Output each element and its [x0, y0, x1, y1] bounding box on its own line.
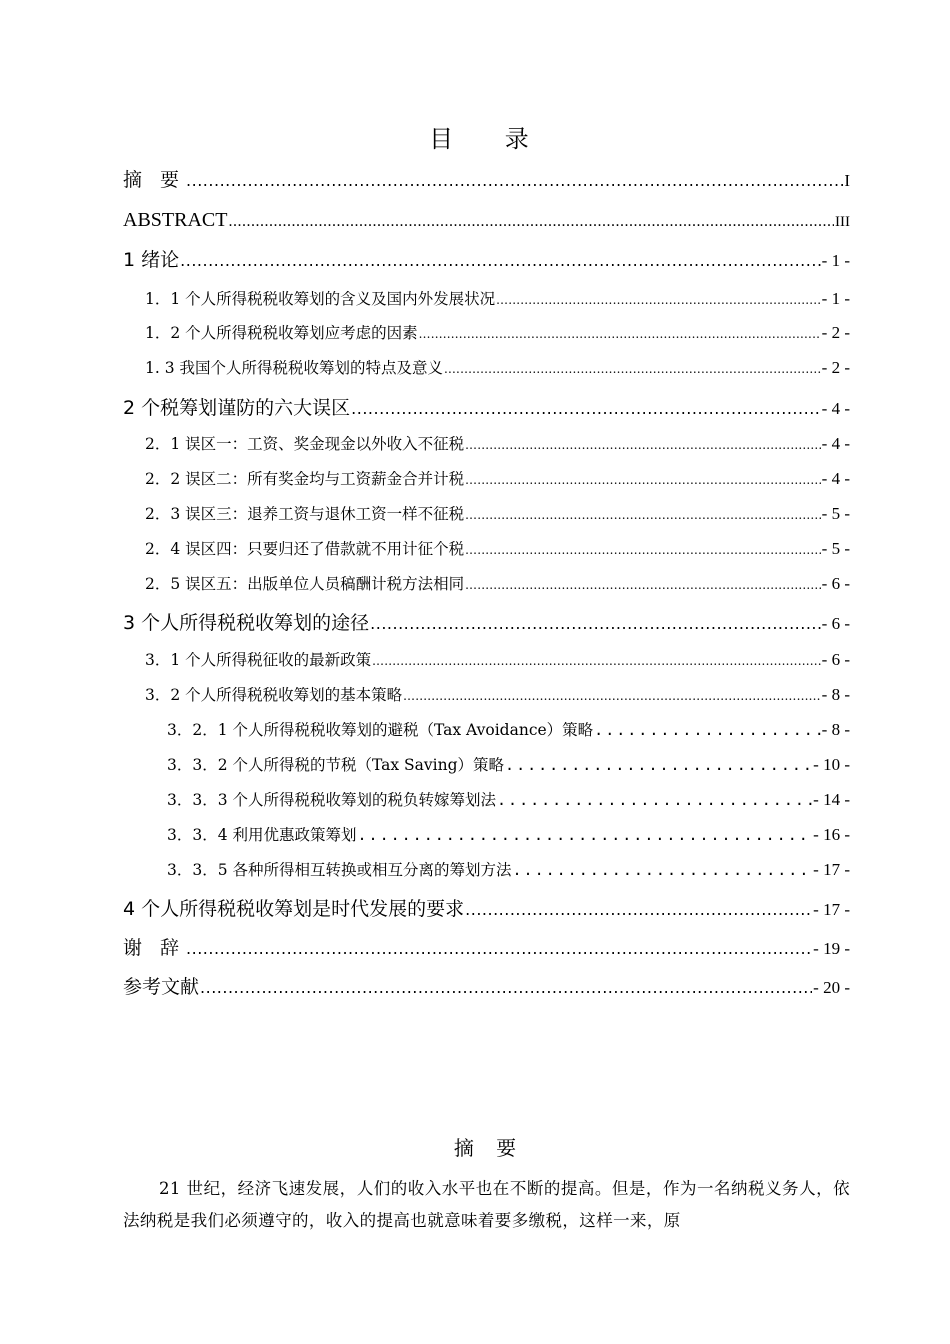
toc-entry-chapter-1[interactable]: [123, 245, 850, 275]
toc-entry-chapter-3[interactable]: [123, 608, 850, 638]
dot-leader: [465, 895, 812, 925]
dot-leader: [465, 502, 821, 528]
toc-entry-section-1-3[interactable]: [145, 355, 850, 381]
toc-entry-page: - 20 -: [813, 978, 850, 997]
toc-entry-label: ABSTRACT: [123, 209, 228, 231]
toc-entry-page: - 6 -: [821, 614, 850, 633]
toc-entry-page: - 1 -: [821, 289, 850, 308]
toc-entry-label: 4 个人所得税税收筹划是时代发展的要求: [123, 898, 465, 920]
dot-leader: [186, 934, 812, 964]
toc-entry-section-3-3-3[interactable]: [167, 787, 850, 813]
toc-entry-label: 1．1 个人所得税税收筹划的含义及国内外发展状况: [145, 290, 496, 308]
toc-entry-label: 参考文献: [123, 976, 200, 998]
toc-entry-section-2-2[interactable]: [145, 466, 850, 492]
dot-leader: [351, 394, 821, 424]
toc-entry-section-1-2[interactable]: [145, 320, 850, 346]
dot-leader: [370, 609, 821, 639]
dot-leader: [465, 432, 821, 458]
dot-leader: [228, 207, 834, 237]
toc-entry-label: 3．3．4 利用优惠政策筹划: [167, 826, 357, 844]
toc-entry-label: 1 绪论: [123, 249, 180, 271]
toc-entry-page: - 4 -: [821, 399, 850, 418]
toc-entry-label: 1. 3 我国个人所得税税收筹划的特点及意义: [145, 359, 444, 377]
abstract-paragraph: 21 世纪，经济飞速发展，人们的收入水平也在不断的提高。但是，作为一名纳税义务人，依法纳税是我们必须遵守的，收入的提高也就意味着要多缴税，这样一来，原: [123, 1179, 850, 1230]
toc-entry-abstract-en[interactable]: [123, 205, 850, 235]
toc-entry-page: - 4 -: [821, 434, 850, 453]
toc-entry-label: 2．5 误区五：出版单位人员稿酬计税方法相同: [145, 575, 465, 593]
toc-entry-page: - 5 -: [821, 504, 850, 523]
toc-entry-page: - 14 -: [813, 790, 850, 809]
toc-entry-page: - 2 -: [821, 323, 850, 342]
toc-entry-chapter-4[interactable]: [123, 894, 850, 924]
toc-entry-section-2-3[interactable]: [145, 501, 850, 527]
toc-entry-page: - 8 -: [821, 720, 850, 739]
toc-entry-section-3-2-1[interactable]: [167, 717, 850, 743]
dot-leader: [513, 857, 813, 883]
toc-entry-section-3-3-2[interactable]: [167, 752, 850, 778]
dot-leader: [444, 356, 821, 382]
toc-entry-page: - 19 -: [813, 939, 850, 958]
toc-entry-label: 3．2．1 个人所得税税收筹划的避税（Tax Avoidance）策略: [167, 721, 594, 739]
dot-leader: [465, 467, 821, 493]
toc-entry-label: 2 个税筹划谨防的六大误区: [123, 397, 351, 419]
toc-entry-references[interactable]: [123, 972, 850, 1002]
abstract-title: 摘 要: [453, 1136, 525, 1160]
toc-title: 目 录: [429, 125, 551, 153]
toc-entry-section-3-3-4[interactable]: [167, 822, 850, 848]
toc-entry-page: - 4 -: [821, 469, 850, 488]
toc-entry-label: 2．3 误区三：退养工资与退休工资一样不征税: [145, 505, 465, 523]
toc-entry-section-3-3-5[interactable]: [167, 857, 850, 883]
dot-leader: [403, 683, 821, 709]
dot-leader: [594, 717, 821, 743]
dot-leader: [200, 973, 812, 1003]
toc-entry-page: III: [835, 214, 850, 230]
toc-entry-page: - 1 -: [821, 251, 850, 270]
toc-entry-label: 3 个人所得税税收筹划的途径: [123, 612, 370, 634]
toc-entry-label: 3．1 个人所得税征收的最新政策: [145, 651, 372, 669]
toc-entry-label: 3．3．3 个人所得税税收筹划的税负转嫁筹划法: [167, 791, 497, 809]
toc-entry-page: - 5 -: [821, 539, 850, 558]
toc-entry-label: 谢 辞: [123, 937, 186, 959]
toc-entry-label: 2．2 误区二：所有奖金均与工资薪金合并计税: [145, 470, 465, 488]
toc-entry-label: 2．1 误区一：工资、奖金现金以外收入不征税: [145, 435, 465, 453]
toc-entry-label: 2．4 误区四：只要归还了借款就不用计征个税: [145, 540, 465, 558]
toc-entry-page: - 2 -: [821, 358, 850, 377]
dot-leader: [419, 321, 821, 347]
toc-entry-page: I: [844, 171, 850, 190]
toc-entry-acknowledgements[interactable]: [123, 933, 850, 963]
dot-leader: [505, 752, 812, 778]
toc-entry-section-2-5[interactable]: [145, 571, 850, 597]
dot-leader: [180, 246, 821, 276]
toc-entry-page: - 17 -: [813, 900, 850, 919]
toc-entry-page: - 10 -: [813, 755, 850, 774]
dot-leader: [372, 648, 821, 674]
toc-entry-section-3-2[interactable]: [145, 682, 850, 708]
toc-entry-section-2-1[interactable]: [145, 431, 850, 457]
toc-entry-abstract-cn[interactable]: [123, 165, 850, 195]
toc-entry-section-1-1[interactable]: [145, 286, 850, 312]
dot-leader: [465, 537, 821, 563]
toc-entry-section-2-4[interactable]: [145, 536, 850, 562]
toc-entry-section-3-1[interactable]: [145, 647, 850, 673]
toc-entry-page: - 6 -: [821, 650, 850, 669]
dot-leader: [186, 166, 843, 196]
toc-entry-page: - 16 -: [813, 825, 850, 844]
toc-entry-label: 摘 要: [123, 169, 186, 191]
dot-leader: [497, 787, 812, 813]
toc-entry-label: 3．2 个人所得税税收筹划的基本策略: [145, 686, 403, 704]
dot-leader: [358, 822, 813, 848]
toc-entry-chapter-2[interactable]: [123, 393, 850, 423]
dot-leader: [496, 287, 821, 313]
toc-entry-label: 3．3．2 个人所得税的节税（Tax Saving）策略: [167, 756, 505, 774]
toc-entry-label: 1．2 个人所得税税收筹划应考虑的因素: [145, 324, 418, 342]
toc-entry-page: - 6 -: [821, 574, 850, 593]
toc-entry-page: - 17 -: [813, 860, 850, 879]
toc-entry-page: - 8 -: [821, 685, 850, 704]
toc-entry-label: 3．3．5 各种所得相互转换或相互分离的筹划方法: [167, 861, 512, 879]
dot-leader: [465, 572, 821, 598]
